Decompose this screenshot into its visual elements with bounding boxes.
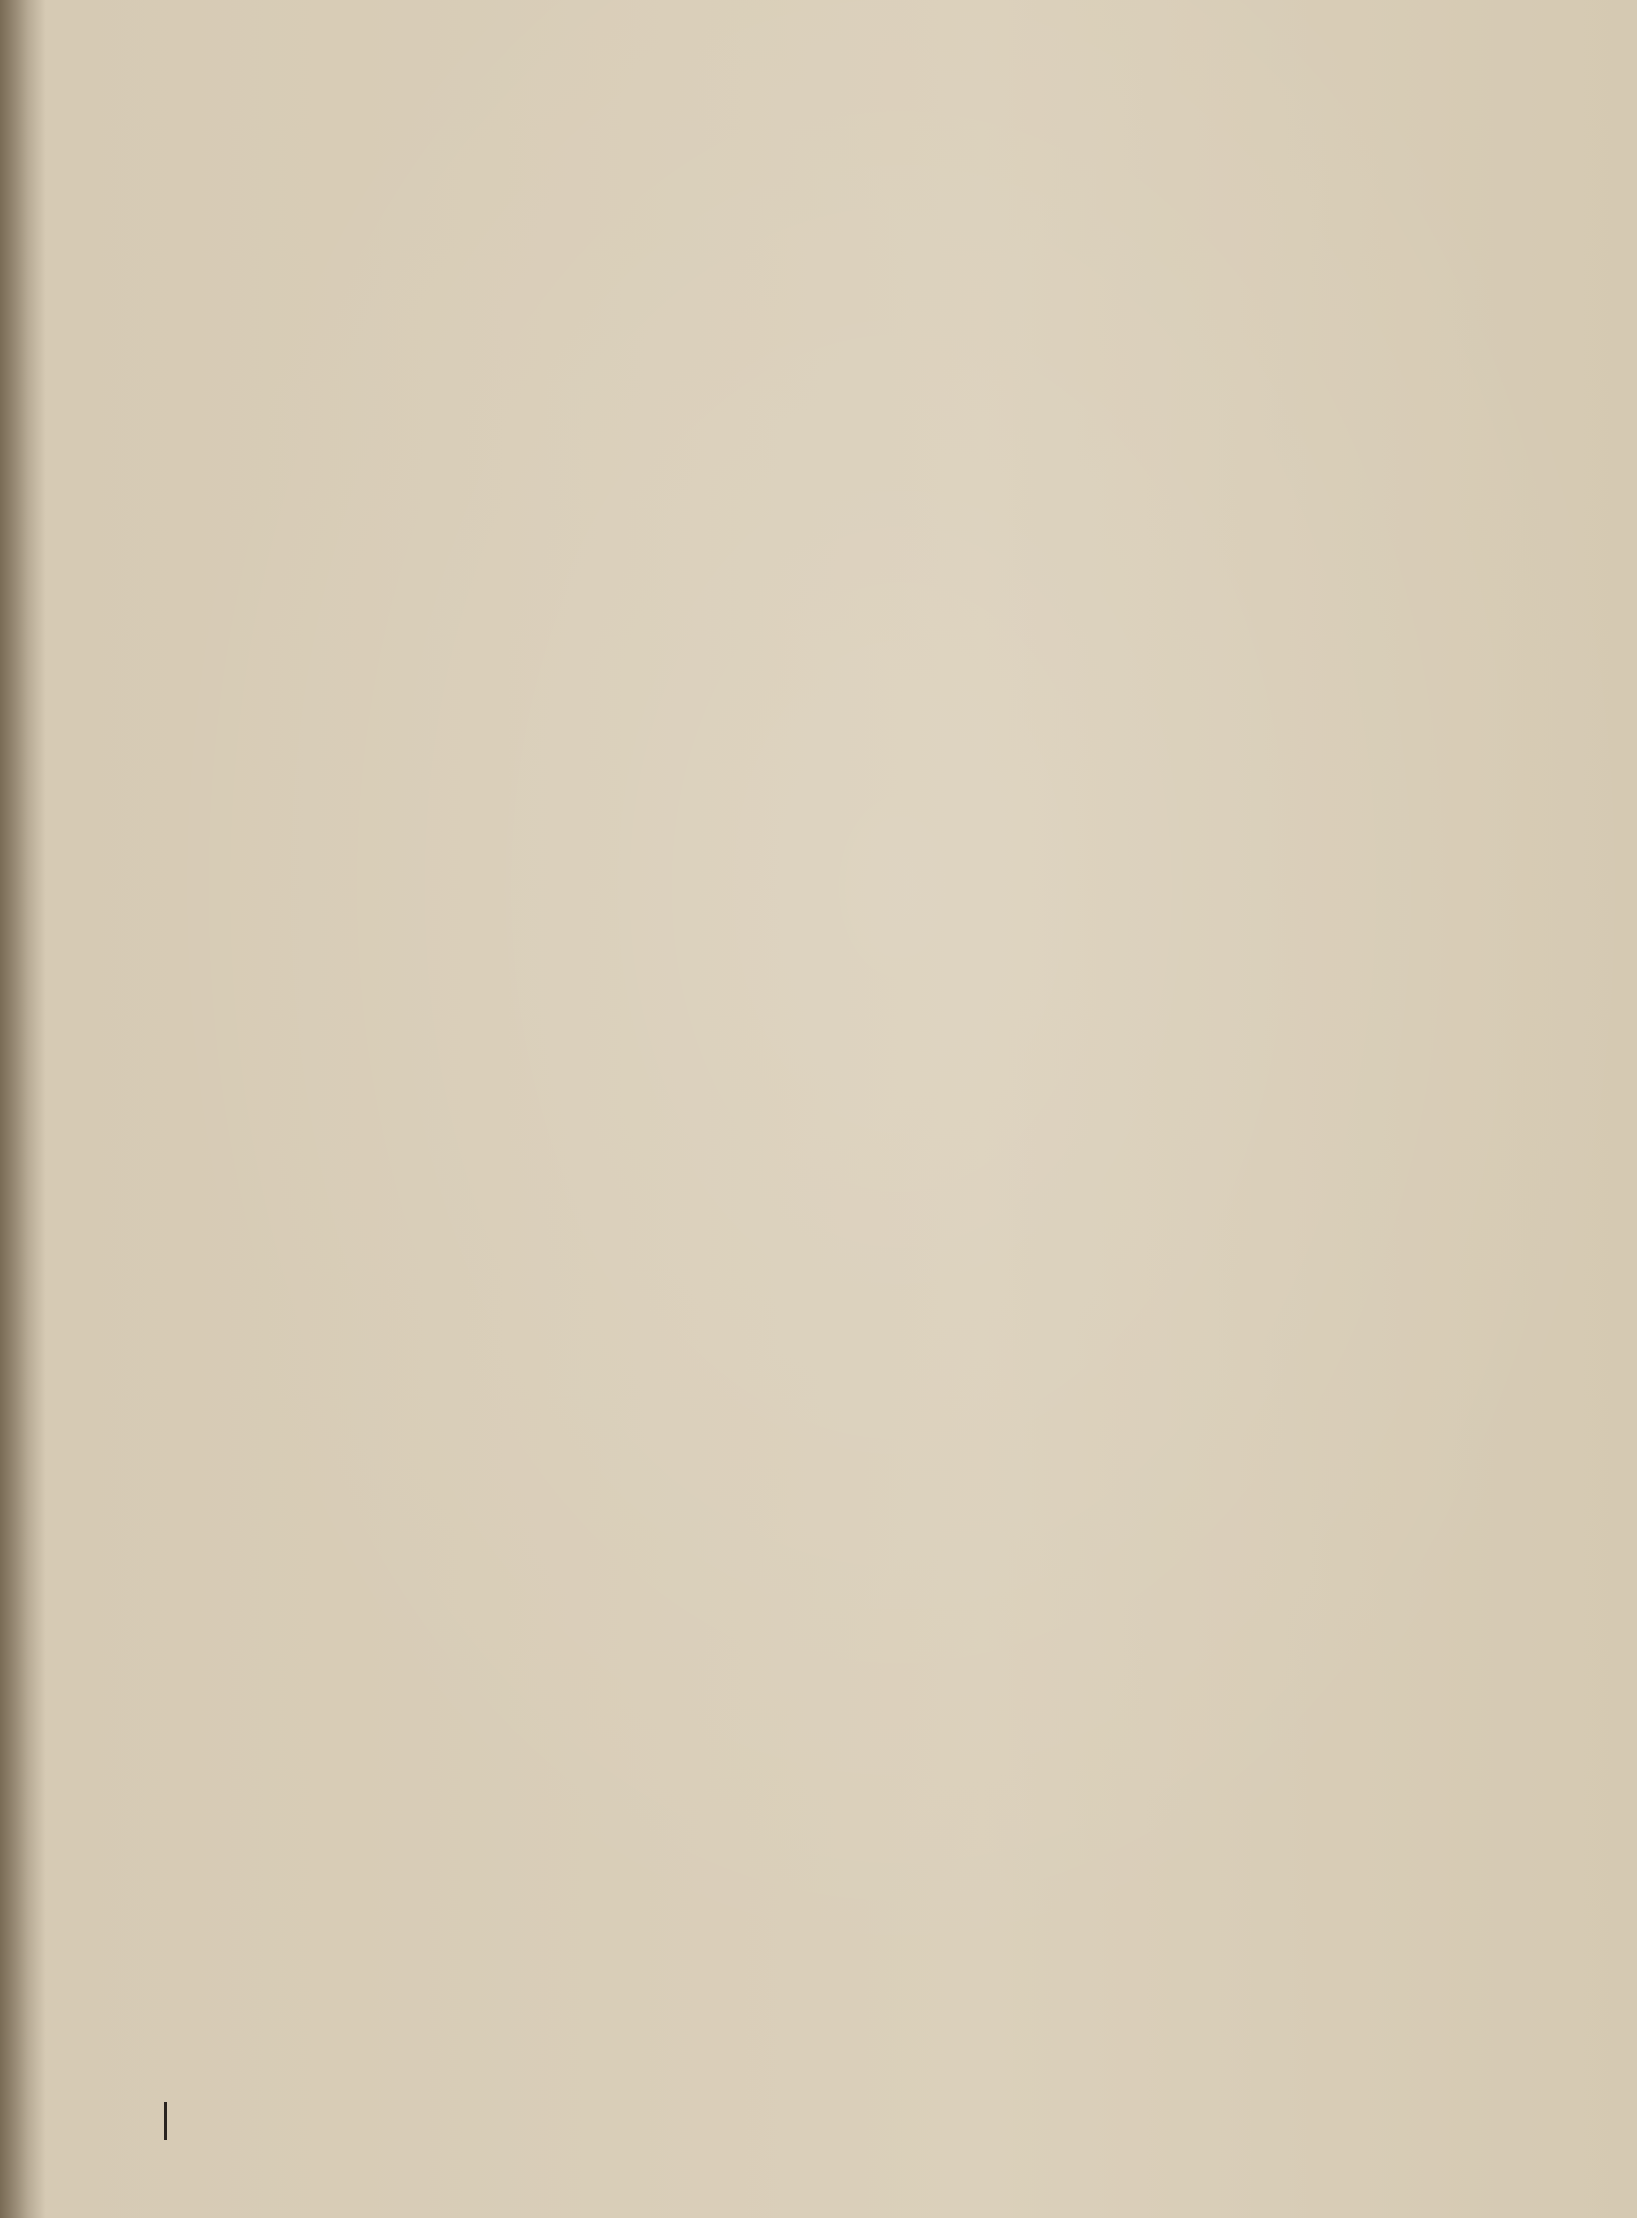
right-column xyxy=(875,62,1530,2090)
page-footer xyxy=(150,2102,181,2140)
left-column xyxy=(150,62,805,2090)
article-body xyxy=(150,62,1529,2090)
footer-divider xyxy=(164,2102,167,2140)
binding-shadow xyxy=(0,0,46,2218)
